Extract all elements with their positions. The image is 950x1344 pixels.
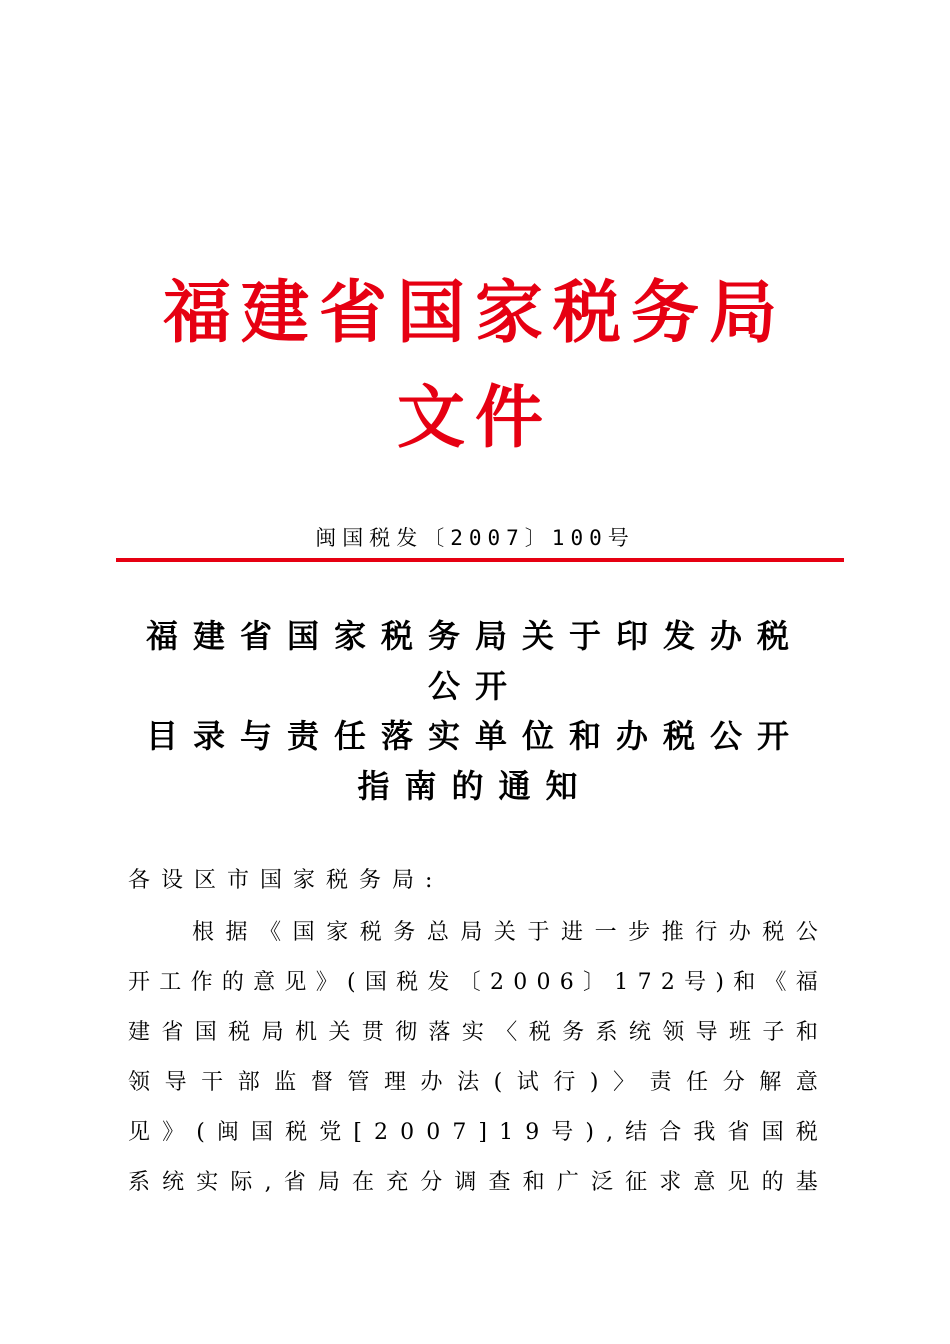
body-text-line: 建 省 国 税 局 机 关 贯 彻 落 实 〈 税 务 系 统 领 导 班 子 和	[128, 1020, 818, 1045]
subject-title-line: 公开	[427, 667, 522, 705]
body-text-line: 领 导 干 部 监 督 管 理 办 法 ( 试 行 ) 〉 责 任 分 解 意	[128, 1070, 818, 1095]
subject-title-line: 目录与责任落实单位和办税公开	[145, 717, 804, 755]
red-divider-line	[116, 558, 844, 562]
body-text-line: 见 》 ( 闽 国 税 党 [ 2 0 0 7 ] 1 9 号 ) , 结 合 我 省 国 税	[128, 1120, 818, 1145]
issuer-title: 福建省国家税务局	[162, 274, 787, 353]
body-text-line: 根 据 《 国 家 税 务 总 局 关 于 进 一 步 推 行 办 税 公	[192, 920, 818, 945]
subject-title-line: 福建省国家税务局关于印发办税	[145, 617, 804, 655]
subject-title-line: 指南的通知	[357, 767, 593, 805]
issuer-title-suffix: 文件	[396, 379, 553, 458]
body-text-line: 系 统 实 际 , 省 局 在 充 分 调 查 和 广 泛 征 求 意 见 的 基	[128, 1170, 818, 1195]
document-number: 闽国税发〔2007〕100号	[315, 526, 635, 550]
salutation: 各设区市国家税务局:	[128, 868, 444, 893]
body-text-line: 开 工 作 的 意 见 》 ( 国 税 发 〔 2 0 0 6 〕 1 7 2 号 ) 和 《 福	[128, 970, 818, 995]
